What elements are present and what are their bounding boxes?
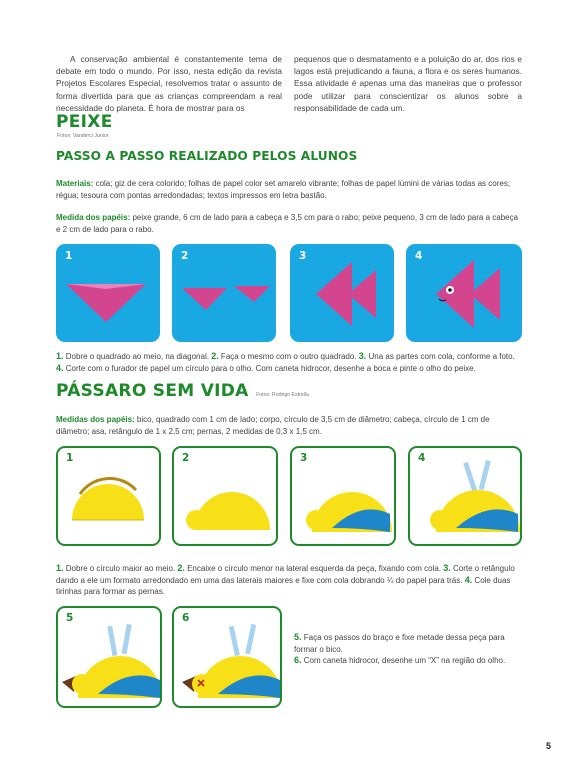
intro-column-1 (56, 53, 282, 114)
section-title-peixe: PEIXE (56, 112, 113, 132)
step-text: Corte com o furador de papel um círculo para o olho. Com caneta hidrocor, desenhe a boca e pinte o olho do peixe. (63, 363, 476, 373)
bird-step-5-line (294, 632, 522, 655)
fish-step-number: 1 (65, 250, 73, 262)
step-number: 4. (56, 362, 64, 373)
bird-step-frame-6 (172, 606, 282, 708)
bird-step-1-illustration (58, 448, 161, 546)
fish-step-number: 2 (181, 250, 189, 262)
bird-step-number: 2 (182, 452, 190, 464)
step-number: 5. (294, 632, 302, 642)
step-number: 3. (358, 351, 367, 361)
materials-paragraph (56, 178, 522, 201)
bird-measures-paragraph (56, 414, 522, 437)
bird-step-2-illustration (174, 448, 278, 546)
fish-step-photo-3 (290, 244, 394, 342)
fish-step-4-illustration (406, 244, 522, 342)
step-text: Faça o mesmo com o outro quadrado. (218, 352, 359, 361)
fish-steps-paragraph (56, 351, 522, 374)
fish-step-photo-1 (56, 244, 160, 342)
bird-step-frame-1 (56, 446, 161, 546)
bird-measures-text: bico, quadrado com 1 cm de lado; corpo, círculo de 3,5 cm de diâmetro; cabeça, círculo de 1 cm de diâmetro; asa, retângulo de 1 x 2,5 cm; pernas, 2 medidas de 0,3 x 1,5 cm. (56, 415, 490, 436)
bird-steps-5-6 (294, 632, 522, 667)
step-text: Faça os passos do braço e fixe metade dessa peça para formar o bico. (294, 633, 505, 654)
subtitle-passo-a-passo: PASSO A PASSO REALIZADO PELOS ALUNOS (56, 149, 358, 163)
bird-step-frame-3 (290, 446, 396, 546)
intro-text-2: pequenos que o desmatamento e a poluição do ar, dos rios e lagos está prejudicando a fauna, a flora e os seres humanos. Essa atividade é apenas uma das maneiras que o professor pode utilizar para conscientizar os alunos sobre a responsabilidade de cada um. (294, 54, 522, 113)
step-number: 6. (294, 655, 302, 666)
step-text: Com caneta hidrocor, desenhe um “X” na região do olho. (301, 656, 506, 666)
section-title-passaro: PÁSSARO SEM VIDA (56, 381, 249, 401)
fish-step-photo-4 (406, 244, 522, 342)
bird-step-number: 3 (300, 452, 308, 464)
fish-measures-paragraph (56, 212, 522, 235)
bird-step-frame-5 (56, 606, 162, 708)
fish-step-number: 3 (299, 250, 307, 262)
step-number: 4. (464, 574, 473, 585)
fish-step-number: 4 (415, 250, 423, 262)
photo-credit-peixe: Fotos: Vanderci Junior (57, 133, 109, 139)
step-number: 1. (56, 351, 64, 361)
step-text: Corte o retângulo dando a ele um formato arredondado em uma das laterais maiores e fixe com cola dobrando ¼ do papel para trás. (56, 564, 515, 585)
step-text: Dobre o círculo maior ao meio. (63, 564, 178, 573)
bird-step-number: 5 (66, 612, 74, 624)
bird-measures-label: Medidas dos papéis: (56, 415, 135, 424)
materials-text: cola; giz de cera colorido; folhas de papel color set amarelo vibrante; folhas de papel lúmini de várias todas as cores; régua; tesoura com pontas arredondadas; textos impressos em letra bastão. (56, 179, 511, 200)
bird-step-number: 4 (418, 452, 426, 464)
page-number: 5 (546, 741, 552, 751)
step-text: Cole duas tirinhas para formar as pernas. (56, 575, 511, 597)
intro-column-2 (294, 53, 522, 114)
bird-step-frame-4 (408, 446, 522, 546)
section-header-passaro (56, 381, 309, 401)
bird-steps-paragraph (56, 563, 522, 598)
step-number: 2. (211, 351, 219, 361)
fish-step-photo-2 (172, 244, 276, 342)
bird-step-3-illustration (292, 448, 396, 546)
step-number: 2. (177, 563, 185, 573)
materials-label: Materiais: (56, 179, 94, 188)
step-text: Dobre o quadrado ao meio, na diagonal. (63, 352, 212, 361)
bird-step-4-illustration (410, 448, 522, 546)
bird-step-6-illustration (174, 608, 282, 708)
bird-step-frame-2 (172, 446, 278, 546)
step-number: 1. (56, 563, 64, 573)
bird-step-5-illustration (58, 608, 162, 708)
fish-measures-label: Medida dos papéis: (56, 213, 131, 222)
step-number: 3. (443, 563, 451, 573)
bird-step-number: 1 (66, 452, 74, 464)
bird-step-6-line (294, 655, 522, 667)
bird-step-number: 6 (182, 612, 190, 624)
fish-measures-text: peixe grande, 6 cm de lado para a cabeça e 3,5 cm para o rabo; peixe pequeno, 3 cm de lado para a cabeça e 2 cm de lado para o rabo. (56, 213, 519, 234)
step-text: Una as partes com cola, conforme a foto. (366, 352, 515, 361)
step-text: Encaixe o círculo menor na lateral esquerda da peça, fixando com cola. (184, 564, 444, 573)
photo-credit-passaro: Fotos: Rodrigo Estrella (256, 392, 309, 398)
intro-text-1: A conservação ambiental é constantemente tema de debate em todo o mundo. Por isso, nesta edição da revista Projetos Escolares Especial, resolvemos tratar o assunto de forma divertida para que as crianças compreendam a real necessidade do planeta. É hora de mostrar para os (56, 54, 282, 113)
